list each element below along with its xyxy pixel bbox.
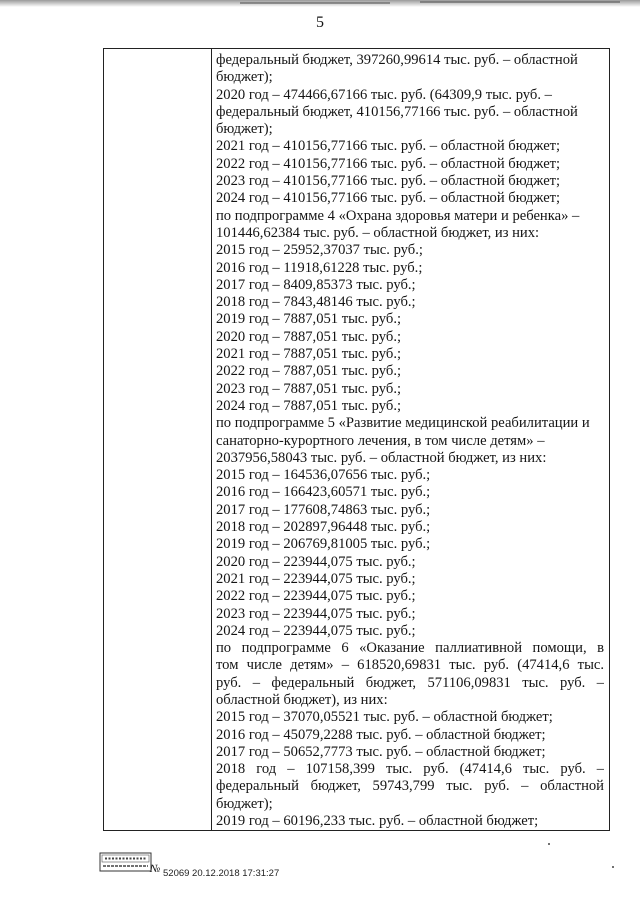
text-line: 2018 год – 107158,399 тыс. руб. (47414,6 тыс. руб. – bbox=[216, 761, 604, 778]
text-line: 2016 год – 11918,61228 тыс. руб.; bbox=[216, 259, 423, 276]
text-line: федеральный бюджет, 410156,77166 тыс. руб. – областной bbox=[216, 103, 578, 120]
text-line: по подпрограмме 6 «Оказание паллиативной помощи, в bbox=[216, 640, 604, 657]
text-line: по подпрограмме 5 «Развитие медицинской реабилитации и bbox=[216, 415, 590, 432]
text-line: бюджет); bbox=[216, 121, 273, 138]
text-line: федеральный бюджет, 59743,799 тыс. руб. – областной bbox=[216, 778, 604, 795]
text-line: 2016 год – 166423,60571 тыс. руб.; bbox=[216, 484, 431, 501]
text-line: по подпрограмме 4 «Охрана здоровья матери и ребенка» – bbox=[216, 207, 580, 224]
scan-streak bbox=[240, 2, 390, 4]
text-line: 2037956,58043 тыс. руб. – областной бюджет, из них: bbox=[216, 449, 547, 466]
text-line: 2023 год – 223944,075 тыс. руб.; bbox=[216, 605, 416, 622]
text-line: 2024 год – 223944,075 тыс. руб.; bbox=[216, 622, 416, 639]
text-line: 2015 год – 37070,05521 тыс. руб. – областной бюджет; bbox=[216, 709, 553, 726]
registry-stamp-icon bbox=[99, 851, 152, 873]
text-line: 2021 год – 410156,77166 тыс. руб. – областной бюджет; bbox=[216, 138, 561, 155]
text-line: 2015 год – 25952,37037 тыс. руб.; bbox=[216, 242, 423, 259]
text-line: федеральный бюджет, 397260,99614 тыс. руб. – областной bbox=[216, 52, 578, 68]
text-line: 2018 год – 202897,96448 тыс. руб.; bbox=[216, 519, 431, 536]
text-line: 2018 год – 7843,48146 тыс. руб.; bbox=[216, 294, 416, 311]
text-line: 2021 год – 7887,051 тыс. руб.; bbox=[216, 346, 402, 363]
text-line: областной бюджет), из них: bbox=[216, 691, 388, 708]
text-line: 2020 год – 7887,051 тыс. руб.; bbox=[216, 328, 402, 345]
text-line: санаторно-курортного лечения, в том числе детям» – bbox=[216, 432, 545, 449]
text-line: том числе детям» – 618520,69831 тыс. руб. (47414,6 тыс. bbox=[216, 657, 604, 674]
text-line: 2023 год – 410156,77166 тыс. руб. – областной бюджет; bbox=[216, 173, 561, 190]
scan-speck bbox=[612, 866, 614, 868]
text-line: 2017 год – 8409,85373 тыс. руб.; bbox=[216, 276, 416, 293]
text-line: 2015 год – 164536,07656 тыс. руб.; bbox=[216, 467, 431, 484]
text-line: 2020 год – 223944,075 тыс. руб.; bbox=[216, 553, 416, 570]
text-line: 2019 год – 7887,051 тыс. руб.; bbox=[216, 311, 402, 328]
text-line: 2023 год – 7887,051 тыс. руб.; bbox=[216, 380, 402, 397]
text-line: 2019 год – 206769,81005 тыс. руб.; bbox=[216, 536, 431, 553]
text-line: руб. – федеральный бюджет, 571106,09831 тыс. руб. – bbox=[216, 674, 604, 691]
page-number: 5 bbox=[316, 14, 324, 31]
text-line: 2019 год – 60196,233 тыс. руб. – областной бюджет; bbox=[216, 813, 539, 830]
text-line: 2022 год – 7887,051 тыс. руб.; bbox=[216, 363, 402, 380]
text-line: 2017 год – 50652,7773 тыс. руб. – областной бюджет; bbox=[216, 743, 546, 760]
scan-streak bbox=[420, 1, 620, 3]
text-line: бюджет); bbox=[216, 795, 273, 812]
text-line: 2022 год – 223944,075 тыс. руб.; bbox=[216, 588, 416, 605]
text-line: 2024 год – 7887,051 тыс. руб.; bbox=[216, 397, 402, 414]
scan-speck bbox=[548, 843, 550, 845]
text-line: бюджет); bbox=[216, 69, 273, 86]
text-line: 101446,62384 тыс. руб. – областной бюджет, из них: bbox=[216, 224, 540, 241]
text-line: 2017 год – 177608,74863 тыс. руб.; bbox=[216, 501, 431, 518]
table-cell-content bbox=[216, 52, 604, 830]
table-column-divider bbox=[211, 48, 212, 831]
text-line: 2021 год – 223944,075 тыс. руб.; bbox=[216, 570, 416, 587]
document-registration-code: 52069 20.12.2018 17:31:27 bbox=[163, 868, 280, 879]
text-line: 2024 год – 410156,77166 тыс. руб. – областной бюджет; bbox=[216, 190, 561, 207]
text-line: 2016 год – 45079,2288 тыс. руб. – областной бюджет; bbox=[216, 726, 546, 743]
text-line: 2020 год – 474466,67166 тыс. руб. (64309,9 тыс. руб. – bbox=[216, 86, 552, 103]
number-sign: № bbox=[150, 863, 161, 875]
text-line: 2022 год – 410156,77166 тыс. руб. – областной бюджет; bbox=[216, 155, 561, 172]
